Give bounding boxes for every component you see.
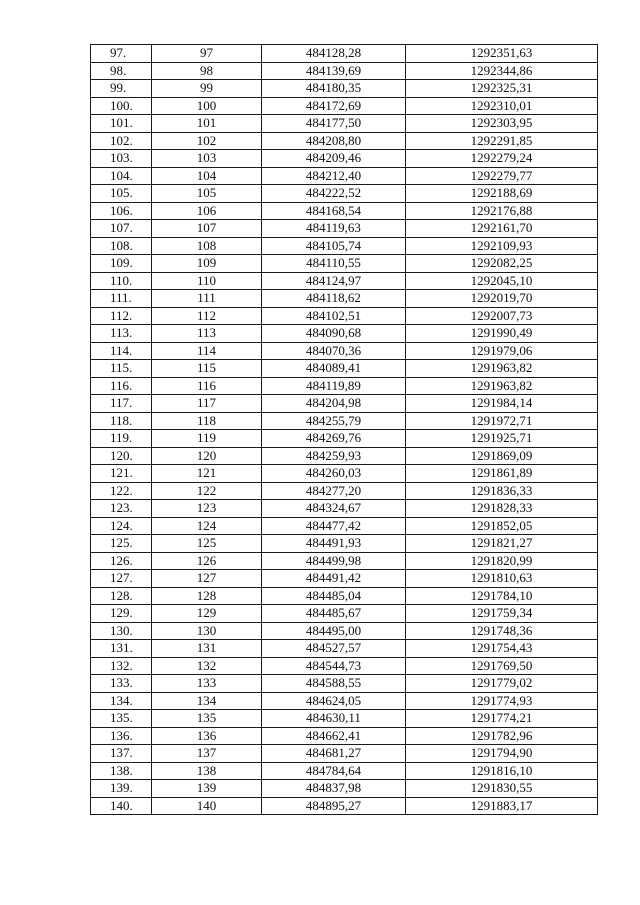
x-coordinate-cell: 484544,73 bbox=[262, 657, 406, 675]
y-coordinate-cell: 1291963,82 bbox=[406, 360, 598, 378]
row-number-cell: 102. bbox=[91, 132, 152, 150]
point-id-cell: 121 bbox=[152, 465, 262, 483]
point-id-cell: 126 bbox=[152, 552, 262, 570]
row-number-cell: 125. bbox=[91, 535, 152, 553]
y-coordinate-cell: 1291883,17 bbox=[406, 797, 598, 815]
x-coordinate-cell: 484102,51 bbox=[262, 307, 406, 325]
y-coordinate-cell: 1292344,86 bbox=[406, 62, 598, 80]
table-row bbox=[91, 517, 598, 535]
x-coordinate-cell: 484168,54 bbox=[262, 202, 406, 220]
point-id-cell: 134 bbox=[152, 692, 262, 710]
y-coordinate-cell: 1292176,88 bbox=[406, 202, 598, 220]
row-number-cell: 99. bbox=[91, 80, 152, 98]
table-row bbox=[91, 325, 598, 343]
table-row bbox=[91, 535, 598, 553]
y-coordinate-cell: 1292351,63 bbox=[406, 45, 598, 63]
x-coordinate-cell: 484485,04 bbox=[262, 587, 406, 605]
row-number-cell: 133. bbox=[91, 675, 152, 693]
y-coordinate-cell: 1292007,73 bbox=[406, 307, 598, 325]
x-coordinate-cell: 484259,93 bbox=[262, 447, 406, 465]
row-number-cell: 114. bbox=[91, 342, 152, 360]
row-number-cell: 110. bbox=[91, 272, 152, 290]
row-number-cell: 129. bbox=[91, 605, 152, 623]
point-id-cell: 140 bbox=[152, 797, 262, 815]
point-id-cell: 105 bbox=[152, 185, 262, 203]
table-row bbox=[91, 692, 598, 710]
y-coordinate-cell: 1292109,93 bbox=[406, 237, 598, 255]
y-coordinate-cell: 1291861,89 bbox=[406, 465, 598, 483]
x-coordinate-cell: 484491,42 bbox=[262, 570, 406, 588]
row-number-cell: 106. bbox=[91, 202, 152, 220]
point-id-cell: 131 bbox=[152, 640, 262, 658]
point-id-cell: 118 bbox=[152, 412, 262, 430]
point-id-cell: 119 bbox=[152, 430, 262, 448]
x-coordinate-cell: 484105,74 bbox=[262, 237, 406, 255]
x-coordinate-cell: 484662,41 bbox=[262, 727, 406, 745]
x-coordinate-cell: 484269,76 bbox=[262, 430, 406, 448]
row-number-cell: 115. bbox=[91, 360, 152, 378]
point-id-cell: 102 bbox=[152, 132, 262, 150]
row-number-cell: 101. bbox=[91, 115, 152, 133]
x-coordinate-cell: 484324,67 bbox=[262, 500, 406, 518]
table-row bbox=[91, 430, 598, 448]
y-coordinate-cell: 1291925,71 bbox=[406, 430, 598, 448]
y-coordinate-cell: 1292045,10 bbox=[406, 272, 598, 290]
table-row bbox=[91, 745, 598, 763]
x-coordinate-cell: 484089,41 bbox=[262, 360, 406, 378]
x-coordinate-cell: 484180,35 bbox=[262, 80, 406, 98]
x-coordinate-cell: 484588,55 bbox=[262, 675, 406, 693]
table-row bbox=[91, 360, 598, 378]
point-id-cell: 120 bbox=[152, 447, 262, 465]
y-coordinate-cell: 1292325,31 bbox=[406, 80, 598, 98]
point-id-cell: 123 bbox=[152, 500, 262, 518]
x-coordinate-cell: 484491,93 bbox=[262, 535, 406, 553]
x-coordinate-cell: 484204,98 bbox=[262, 395, 406, 413]
y-coordinate-cell: 1291794,90 bbox=[406, 745, 598, 763]
point-id-cell: 124 bbox=[152, 517, 262, 535]
table-row bbox=[91, 710, 598, 728]
y-coordinate-cell: 1291852,05 bbox=[406, 517, 598, 535]
row-number-cell: 139. bbox=[91, 780, 152, 798]
x-coordinate-cell: 484784,64 bbox=[262, 762, 406, 780]
table-row bbox=[91, 342, 598, 360]
y-coordinate-cell: 1291748,36 bbox=[406, 622, 598, 640]
y-coordinate-cell: 1291816,10 bbox=[406, 762, 598, 780]
y-coordinate-cell: 1292310,01 bbox=[406, 97, 598, 115]
row-number-cell: 105. bbox=[91, 185, 152, 203]
table-row bbox=[91, 220, 598, 238]
y-coordinate-cell: 1291963,82 bbox=[406, 377, 598, 395]
x-coordinate-cell: 484624,05 bbox=[262, 692, 406, 710]
point-id-cell: 132 bbox=[152, 657, 262, 675]
row-number-cell: 112. bbox=[91, 307, 152, 325]
point-id-cell: 138 bbox=[152, 762, 262, 780]
point-id-cell: 104 bbox=[152, 167, 262, 185]
point-id-cell: 115 bbox=[152, 360, 262, 378]
point-id-cell: 103 bbox=[152, 150, 262, 168]
point-id-cell: 101 bbox=[152, 115, 262, 133]
y-coordinate-cell: 1291869,09 bbox=[406, 447, 598, 465]
row-number-cell: 121. bbox=[91, 465, 152, 483]
row-number-cell: 124. bbox=[91, 517, 152, 535]
table-row bbox=[91, 762, 598, 780]
point-id-cell: 133 bbox=[152, 675, 262, 693]
y-coordinate-cell: 1291990,49 bbox=[406, 325, 598, 343]
row-number-cell: 104. bbox=[91, 167, 152, 185]
row-number-cell: 108. bbox=[91, 237, 152, 255]
row-number-cell: 131. bbox=[91, 640, 152, 658]
y-coordinate-cell: 1291782,96 bbox=[406, 727, 598, 745]
row-number-cell: 111. bbox=[91, 290, 152, 308]
y-coordinate-cell: 1292303,95 bbox=[406, 115, 598, 133]
y-coordinate-cell: 1291830,55 bbox=[406, 780, 598, 798]
point-id-cell: 106 bbox=[152, 202, 262, 220]
y-coordinate-cell: 1292082,25 bbox=[406, 255, 598, 273]
table-row bbox=[91, 272, 598, 290]
row-number-cell: 130. bbox=[91, 622, 152, 640]
point-id-cell: 117 bbox=[152, 395, 262, 413]
table-row bbox=[91, 570, 598, 588]
x-coordinate-cell: 484208,80 bbox=[262, 132, 406, 150]
point-id-cell: 113 bbox=[152, 325, 262, 343]
table-row bbox=[91, 587, 598, 605]
point-id-cell: 128 bbox=[152, 587, 262, 605]
table-row bbox=[91, 290, 598, 308]
x-coordinate-cell: 484255,79 bbox=[262, 412, 406, 430]
row-number-cell: 122. bbox=[91, 482, 152, 500]
x-coordinate-cell: 484177,50 bbox=[262, 115, 406, 133]
x-coordinate-cell: 484172,69 bbox=[262, 97, 406, 115]
table-row bbox=[91, 395, 598, 413]
table-row bbox=[91, 132, 598, 150]
y-coordinate-cell: 1292019,70 bbox=[406, 290, 598, 308]
y-coordinate-cell: 1292291,85 bbox=[406, 132, 598, 150]
table-row bbox=[91, 482, 598, 500]
x-coordinate-cell: 484209,46 bbox=[262, 150, 406, 168]
x-coordinate-cell: 484837,98 bbox=[262, 780, 406, 798]
row-number-cell: 100. bbox=[91, 97, 152, 115]
point-id-cell: 100 bbox=[152, 97, 262, 115]
table-row bbox=[91, 657, 598, 675]
x-coordinate-cell: 484477,42 bbox=[262, 517, 406, 535]
point-id-cell: 107 bbox=[152, 220, 262, 238]
table-row bbox=[91, 727, 598, 745]
y-coordinate-cell: 1291828,33 bbox=[406, 500, 598, 518]
table-row bbox=[91, 412, 598, 430]
table-row bbox=[91, 465, 598, 483]
point-id-cell: 98 bbox=[152, 62, 262, 80]
row-number-cell: 97. bbox=[91, 45, 152, 63]
table-row bbox=[91, 377, 598, 395]
point-id-cell: 135 bbox=[152, 710, 262, 728]
y-coordinate-cell: 1291972,71 bbox=[406, 412, 598, 430]
x-coordinate-cell: 484527,57 bbox=[262, 640, 406, 658]
row-number-cell: 120. bbox=[91, 447, 152, 465]
y-coordinate-cell: 1291836,33 bbox=[406, 482, 598, 500]
y-coordinate-cell: 1291754,43 bbox=[406, 640, 598, 658]
y-coordinate-cell: 1291784,10 bbox=[406, 587, 598, 605]
row-number-cell: 135. bbox=[91, 710, 152, 728]
row-number-cell: 117. bbox=[91, 395, 152, 413]
row-number-cell: 116. bbox=[91, 377, 152, 395]
row-number-cell: 103. bbox=[91, 150, 152, 168]
row-number-cell: 123. bbox=[91, 500, 152, 518]
row-number-cell: 118. bbox=[91, 412, 152, 430]
row-number-cell: 109. bbox=[91, 255, 152, 273]
x-coordinate-cell: 484110,55 bbox=[262, 255, 406, 273]
y-coordinate-cell: 1291774,21 bbox=[406, 710, 598, 728]
table-row bbox=[91, 675, 598, 693]
point-id-cell: 116 bbox=[152, 377, 262, 395]
x-coordinate-cell: 484499,98 bbox=[262, 552, 406, 570]
y-coordinate-cell: 1292161,70 bbox=[406, 220, 598, 238]
y-coordinate-cell: 1291769,50 bbox=[406, 657, 598, 675]
y-coordinate-cell: 1292279,77 bbox=[406, 167, 598, 185]
table-row bbox=[91, 185, 598, 203]
table-row bbox=[91, 237, 598, 255]
x-coordinate-cell: 484260,03 bbox=[262, 465, 406, 483]
x-coordinate-cell: 484119,63 bbox=[262, 220, 406, 238]
x-coordinate-cell: 484212,40 bbox=[262, 167, 406, 185]
table-row bbox=[91, 97, 598, 115]
x-coordinate-cell: 484222,52 bbox=[262, 185, 406, 203]
table-row bbox=[91, 552, 598, 570]
x-coordinate-cell: 484277,20 bbox=[262, 482, 406, 500]
table-row bbox=[91, 640, 598, 658]
table-row bbox=[91, 797, 598, 815]
y-coordinate-cell: 1291979,06 bbox=[406, 342, 598, 360]
point-id-cell: 112 bbox=[152, 307, 262, 325]
x-coordinate-cell: 484681,27 bbox=[262, 745, 406, 763]
point-id-cell: 127 bbox=[152, 570, 262, 588]
coordinates-table bbox=[90, 44, 598, 815]
x-coordinate-cell: 484630,11 bbox=[262, 710, 406, 728]
point-id-cell: 114 bbox=[152, 342, 262, 360]
table-row bbox=[91, 115, 598, 133]
y-coordinate-cell: 1291759,34 bbox=[406, 605, 598, 623]
x-coordinate-cell: 484119,89 bbox=[262, 377, 406, 395]
table-row bbox=[91, 447, 598, 465]
row-number-cell: 134. bbox=[91, 692, 152, 710]
x-coordinate-cell: 484128,28 bbox=[262, 45, 406, 63]
y-coordinate-cell: 1291821,27 bbox=[406, 535, 598, 553]
table-row bbox=[91, 45, 598, 63]
y-coordinate-cell: 1291779,02 bbox=[406, 675, 598, 693]
point-id-cell: 130 bbox=[152, 622, 262, 640]
x-coordinate-cell: 484124,97 bbox=[262, 272, 406, 290]
table-row bbox=[91, 500, 598, 518]
row-number-cell: 98. bbox=[91, 62, 152, 80]
table-row bbox=[91, 167, 598, 185]
x-coordinate-cell: 484118,62 bbox=[262, 290, 406, 308]
row-number-cell: 138. bbox=[91, 762, 152, 780]
x-coordinate-cell: 484070,36 bbox=[262, 342, 406, 360]
table-row bbox=[91, 202, 598, 220]
table-row bbox=[91, 622, 598, 640]
row-number-cell: 140. bbox=[91, 797, 152, 815]
point-id-cell: 109 bbox=[152, 255, 262, 273]
x-coordinate-cell: 484485,67 bbox=[262, 605, 406, 623]
x-coordinate-cell: 484495,00 bbox=[262, 622, 406, 640]
table-row bbox=[91, 307, 598, 325]
point-id-cell: 111 bbox=[152, 290, 262, 308]
row-number-cell: 127. bbox=[91, 570, 152, 588]
row-number-cell: 128. bbox=[91, 587, 152, 605]
point-id-cell: 139 bbox=[152, 780, 262, 798]
row-number-cell: 113. bbox=[91, 325, 152, 343]
table-row bbox=[91, 605, 598, 623]
coordinates-table-body bbox=[91, 45, 598, 815]
row-number-cell: 132. bbox=[91, 657, 152, 675]
point-id-cell: 108 bbox=[152, 237, 262, 255]
point-id-cell: 110 bbox=[152, 272, 262, 290]
table-row bbox=[91, 62, 598, 80]
row-number-cell: 107. bbox=[91, 220, 152, 238]
y-coordinate-cell: 1291810,63 bbox=[406, 570, 598, 588]
y-coordinate-cell: 1292188,69 bbox=[406, 185, 598, 203]
point-id-cell: 136 bbox=[152, 727, 262, 745]
row-number-cell: 126. bbox=[91, 552, 152, 570]
x-coordinate-cell: 484139,69 bbox=[262, 62, 406, 80]
table-row bbox=[91, 780, 598, 798]
table-row bbox=[91, 80, 598, 98]
y-coordinate-cell: 1291984,14 bbox=[406, 395, 598, 413]
y-coordinate-cell: 1291774,93 bbox=[406, 692, 598, 710]
row-number-cell: 119. bbox=[91, 430, 152, 448]
row-number-cell: 136. bbox=[91, 727, 152, 745]
x-coordinate-cell: 484090,68 bbox=[262, 325, 406, 343]
point-id-cell: 125 bbox=[152, 535, 262, 553]
x-coordinate-cell: 484895,27 bbox=[262, 797, 406, 815]
point-id-cell: 137 bbox=[152, 745, 262, 763]
table-row bbox=[91, 150, 598, 168]
point-id-cell: 99 bbox=[152, 80, 262, 98]
row-number-cell: 137. bbox=[91, 745, 152, 763]
point-id-cell: 122 bbox=[152, 482, 262, 500]
y-coordinate-cell: 1292279,24 bbox=[406, 150, 598, 168]
point-id-cell: 129 bbox=[152, 605, 262, 623]
table-row bbox=[91, 255, 598, 273]
y-coordinate-cell: 1291820,99 bbox=[406, 552, 598, 570]
point-id-cell: 97 bbox=[152, 45, 262, 63]
